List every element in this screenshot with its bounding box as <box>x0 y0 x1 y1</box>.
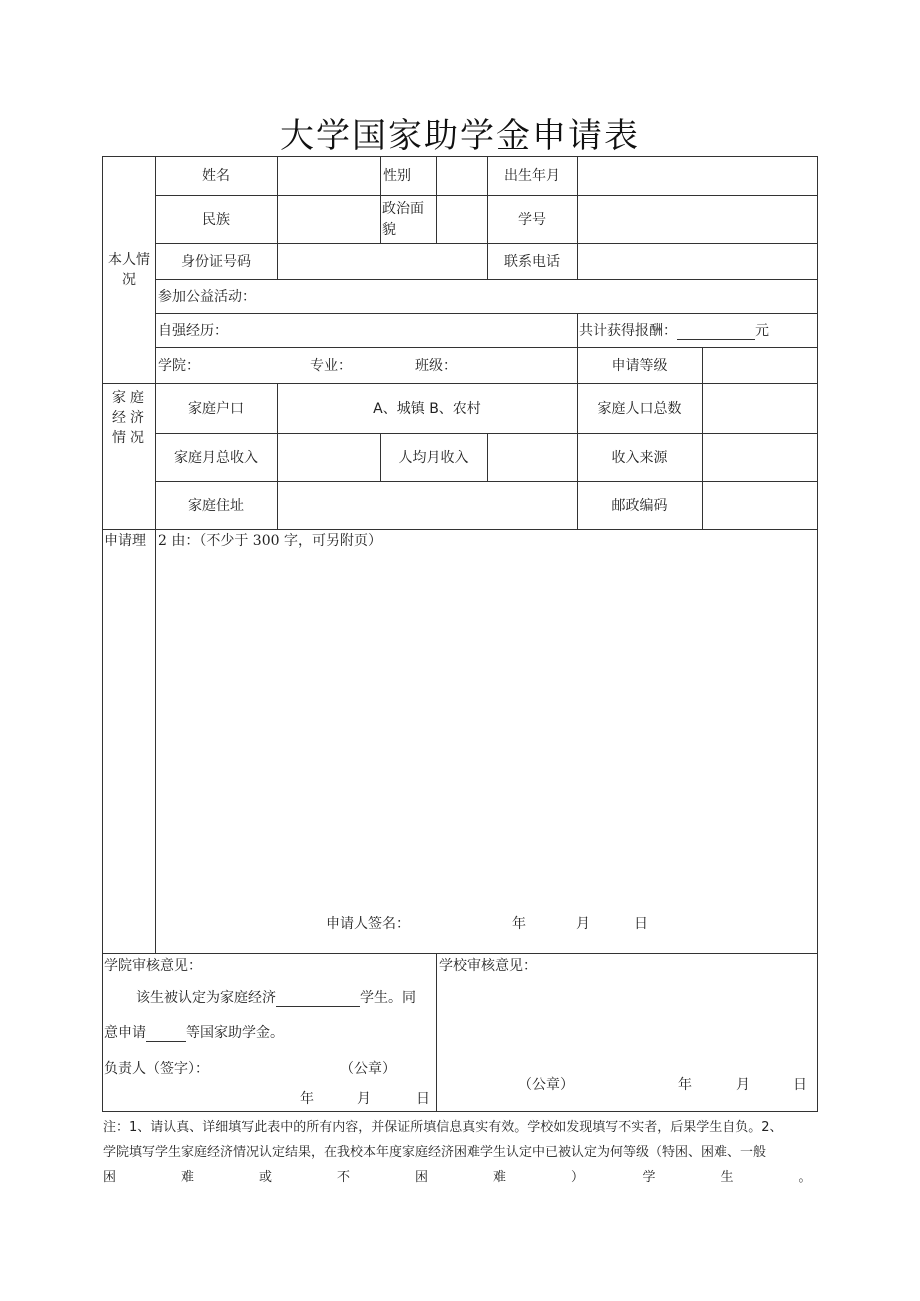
name-field[interactable] <box>278 157 379 194</box>
college-review-text-after: 学生。同 <box>360 990 416 1006</box>
postcode-label: 邮政编码 <box>611 498 668 514</box>
phone-label: 联系电话 <box>504 254 560 270</box>
birth-field[interactable] <box>578 157 816 194</box>
reason-day: 日 <box>634 916 648 932</box>
ethnicity-field[interactable] <box>278 196 379 242</box>
major-label: 专业： <box>310 358 352 374</box>
school-seal: （公章） <box>518 1077 574 1093</box>
applicant-signature-label: 申请人签名： <box>326 916 410 932</box>
personal-section-label: 本人情况 <box>108 252 150 288</box>
college-review-line2 <box>104 1024 284 1042</box>
class-label: 班级： <box>415 358 457 374</box>
college-review-text: 该生被认定为家庭经济 <box>136 990 276 1006</box>
total-pay-label: 共计获得报酬： <box>579 323 677 339</box>
page-title: 大学国家助学金申请表 <box>280 116 640 156</box>
school-review-label: 学校审核意见： <box>439 958 537 974</box>
ethnicity-label: 民族 <box>202 212 230 228</box>
college-review-label: 学院审核意见： <box>104 958 202 974</box>
family-section-label: 家庭经济情况 <box>112 390 148 446</box>
student-id-field[interactable] <box>578 196 816 242</box>
school-day: 日 <box>793 1077 807 1093</box>
address-field[interactable] <box>278 482 576 528</box>
political-label: 政治面貌 <box>382 201 424 238</box>
per-capita-field[interactable] <box>488 434 576 480</box>
name-label: 姓名 <box>202 168 230 184</box>
public-welfare-label: 参加公益活动： <box>158 289 256 305</box>
student-id-label: 学号 <box>518 212 546 228</box>
income-source-field[interactable] <box>703 434 816 480</box>
responsible-signature-label: 负责人（签字）： <box>104 1061 209 1077</box>
gender-label: 性别 <box>383 168 411 184</box>
note-line-3: 困 难 或 不 困 难 ） 学 生 。 <box>103 1170 812 1185</box>
monthly-income-label: 家庭月总收入 <box>174 450 258 466</box>
family-size-label: 家庭人口总数 <box>597 401 682 417</box>
applicant-signature-field[interactable] <box>412 910 502 936</box>
family-size-field[interactable] <box>703 384 816 432</box>
college-review-grant: 等国家助学金。 <box>186 1025 284 1041</box>
income-source-label: 收入来源 <box>611 450 668 466</box>
college-year: 年 <box>300 1091 314 1107</box>
school-year: 年 <box>678 1077 692 1093</box>
grade-field[interactable] <box>703 348 816 382</box>
college-seal: （公章） <box>340 1061 396 1077</box>
college-review-apply: 意申请 <box>104 1025 146 1041</box>
difficulty-level-blank[interactable] <box>276 992 360 1007</box>
household-label: 家庭户口 <box>188 401 244 417</box>
reason-label: 申请理 <box>104 533 146 549</box>
reason-year: 年 <box>512 916 526 932</box>
college-month: 月 <box>357 1091 371 1107</box>
gender-field[interactable] <box>437 157 486 194</box>
birth-label: 出生年月 <box>504 168 560 184</box>
address-label: 家庭住址 <box>188 498 244 514</box>
school-review-field[interactable] <box>438 980 816 1070</box>
self-reliance-label: 自强经历： <box>158 323 228 339</box>
grant-level-blank[interactable] <box>146 1027 186 1042</box>
monthly-income-field[interactable] <box>278 434 379 480</box>
phone-field[interactable] <box>578 244 816 278</box>
political-field[interactable] <box>437 196 486 242</box>
household-options: A、城镇 B、农村 <box>373 401 481 417</box>
reason-prompt: 2 由：（不少于 300 字，可另附页） <box>158 533 382 549</box>
per-capita-label: 人均月收入 <box>398 450 469 466</box>
reason-month: 月 <box>576 916 590 932</box>
postcode-field[interactable] <box>703 482 816 528</box>
college-label: 学院： <box>158 358 200 374</box>
reason-textarea[interactable] <box>157 552 815 902</box>
total-pay-blank[interactable] <box>677 325 755 340</box>
grade-label: 申请等级 <box>611 358 668 374</box>
school-month: 月 <box>736 1077 750 1093</box>
note-line-1: 注：1、请认真、详细填写此表中的所有内容，并保证所填信息真实有效。学校如发现填写不实者，后果学生自负。2、 <box>103 1120 783 1135</box>
total-pay-unit: 元 <box>755 323 769 339</box>
total-pay-row <box>579 322 769 340</box>
note-line-2: 学院填写学生家庭经济情况认定结果，在我校本年度家庭经济困难学生认定中已被认定为何等级（特困、困难、一般 <box>103 1145 767 1160</box>
college-review-line1 <box>136 989 416 1007</box>
college-day: 日 <box>416 1091 430 1107</box>
id-card-label: 身份证号码 <box>181 254 251 270</box>
id-card-field[interactable] <box>278 244 486 278</box>
